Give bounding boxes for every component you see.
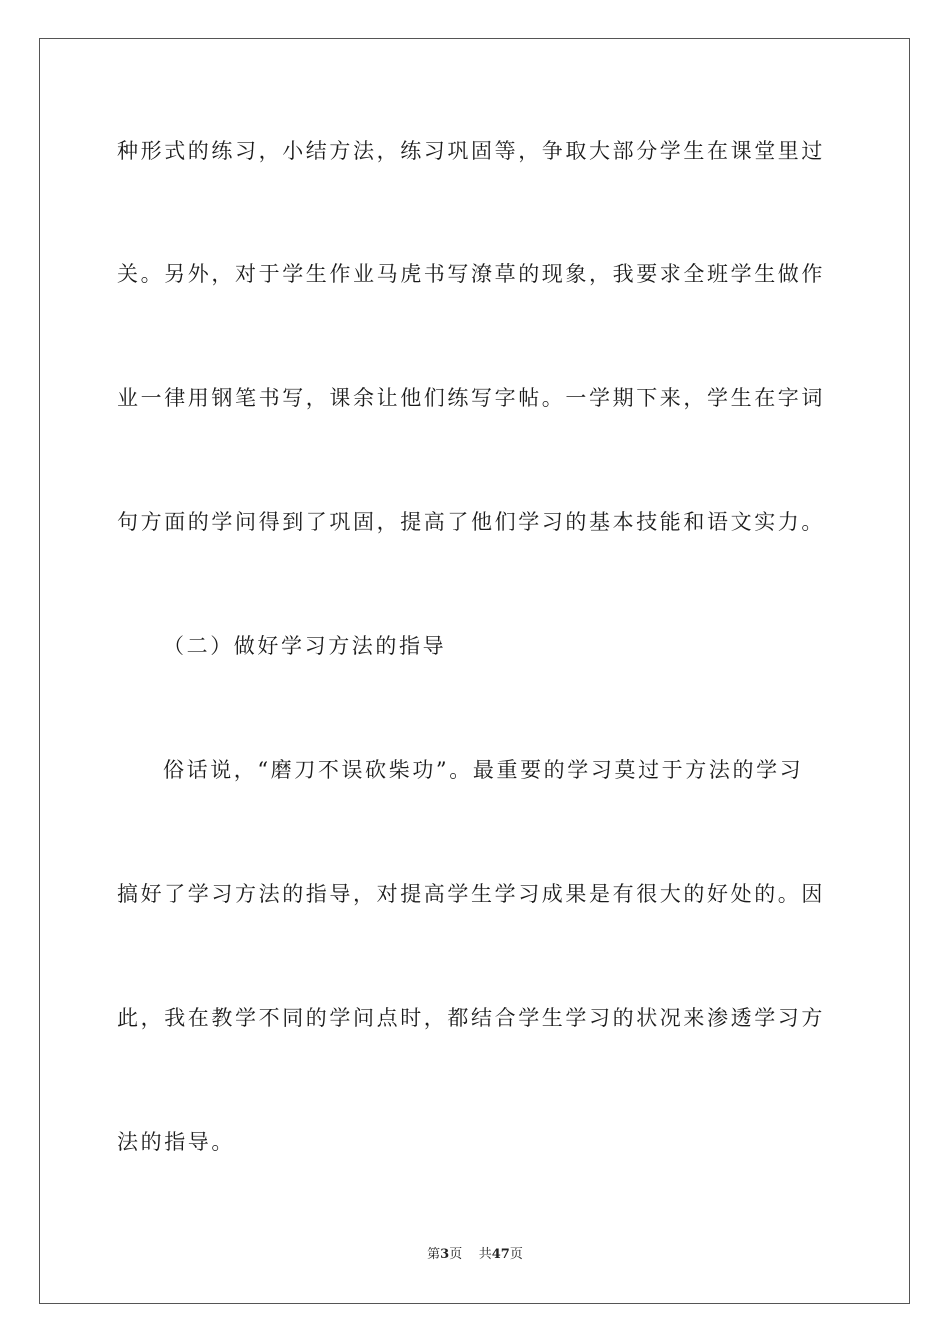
body-text-line: 法的指导。 (117, 1130, 235, 1154)
section-heading: （二）做好学习方法的指导 (163, 634, 447, 658)
footer-page-suffix: 页 (449, 1247, 463, 1262)
footer-page-number: 3 (440, 1247, 450, 1262)
footer-total-pages: 47 (491, 1247, 510, 1262)
body-text-line: 句方面的学问得到了巩固，提高了他们学习的基本技能和语文实力。 (117, 510, 825, 534)
page-border (39, 38, 910, 1304)
footer-total-prefix: 共 (478, 1247, 492, 1262)
page-footer (0, 1246, 950, 1264)
body-text-line: 搞好了学习方法的指导，对提高学生学习成果是有很大的好处的。因 (117, 882, 825, 906)
body-text-line: 此，我在教学不同的学问点时，都结合学生学习的状况来渗透学习方 (117, 1006, 825, 1030)
body-text-line: 俗话说，“磨刀不误砍柴功”。最重要的学习莫过于方法的学习 (163, 758, 804, 782)
body-text-line: 关。另外，对于学生作业马虎书写潦草的现象，我要求全班学生做作 (117, 262, 825, 286)
body-text-line: 种形式的练习，小结方法，练习巩固等，争取大部分学生在课堂里过 (117, 139, 825, 163)
footer-total-suffix: 页 (509, 1247, 523, 1262)
body-text-line: 业一律用钢笔书写，课余让他们练写字帖。一学期下来，学生在字词 (117, 386, 825, 410)
footer-page-prefix: 第 (427, 1247, 441, 1262)
